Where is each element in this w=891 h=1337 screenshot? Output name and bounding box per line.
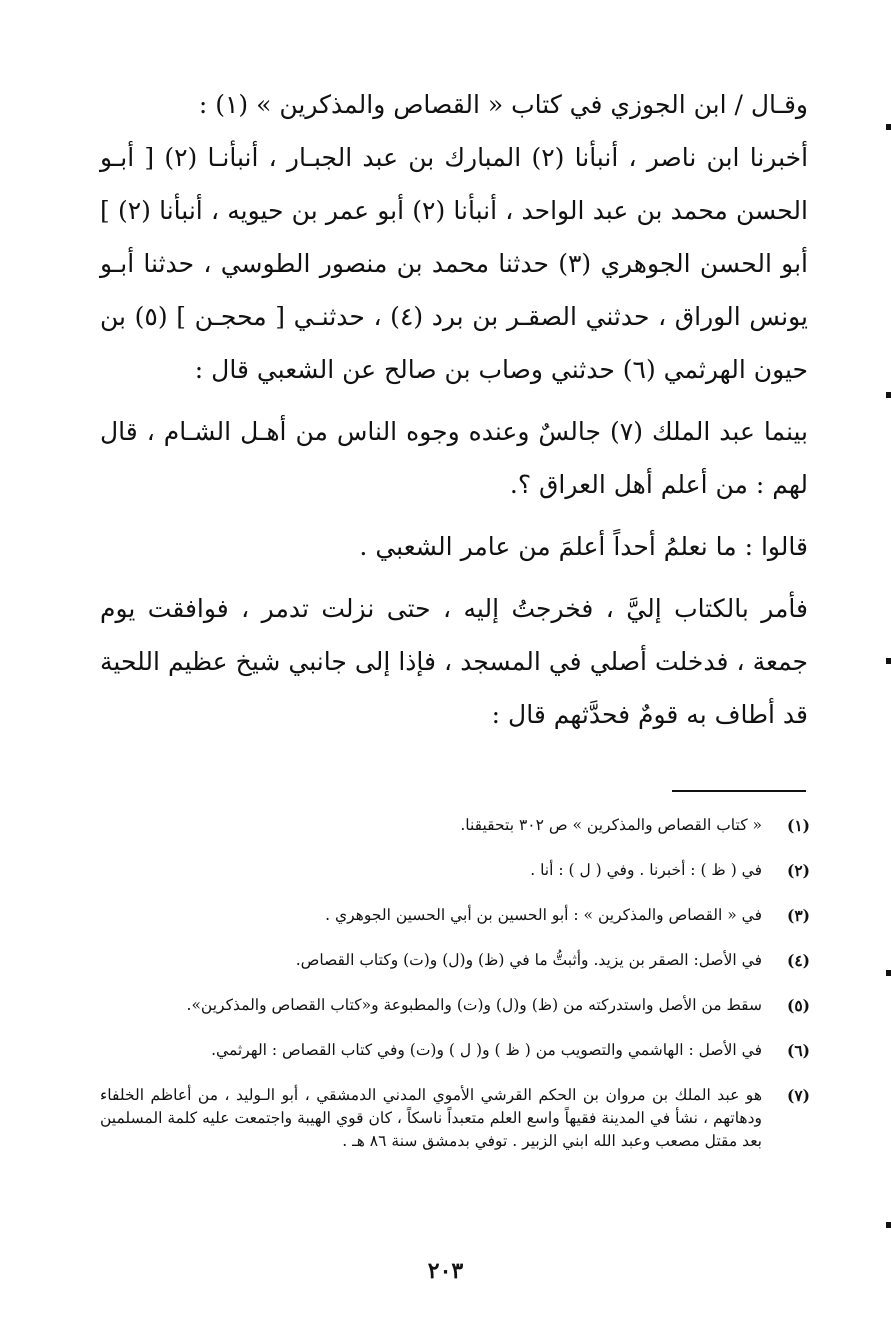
footnote-text: في ( ظ ) : أخبرنا . وفي ( ل ) : أنا . xyxy=(530,861,762,879)
margin-mark xyxy=(886,658,891,664)
footnote-number: (١) xyxy=(786,816,810,835)
footnote xyxy=(100,994,810,1017)
main-text-body xyxy=(100,78,808,741)
text-paragraph: أخبرنا ابن ناصر ، أنبأنا (٢) المبارك بن عبد الجبـار ، أنبأنـا (٢) [ أبـو الحسن محمد بن عبد الواحد ، أنبأنا (٢) أبو عمر بن حيويه ، أنبأنا (٢) ] أبو الحسن الجوهري (٣) حدثنا محمد بن منصور الطوسي ، حدثنا أبـو يونس الوراق ، حدثني الصقـر بن برد (٤) ، حدثنـي [ محجـن ] (٥) بن حيون الهرثمي (٦) حدثني وصاب بن صالح عن الشعبي قال : xyxy=(100,143,809,384)
footnote xyxy=(100,904,810,927)
footnotes-section xyxy=(100,814,810,1175)
footnote xyxy=(100,859,810,882)
footnote-number: (٦) xyxy=(786,1041,810,1060)
footnote-text: هو عبد الملك بن مروان بن الحكم القرشي الأموي المدني الدمشقي ، أبو الـوليد ، من أعاظم الخلفاء ودهاتهم ، نشأ في المدينة فقيهاً واسع العلم متعبداً ناسكاً ، كان قوي الهيبة واجتمعت عليه كلمة المسلمين بعد مقتل مصعب وعبد الله ابني الزبير . توفي بدمشق سنة ٨٦ هـ . xyxy=(100,1086,762,1150)
footnote-number: (٤) xyxy=(786,951,810,970)
footnote xyxy=(100,814,810,837)
margin-mark xyxy=(886,1222,891,1228)
footnote-text: في الأصل: الصقر بن يزيد. وأثبتُّ ما في (ظ) و(ل) و(ت) وكتاب القصاص. xyxy=(295,951,762,969)
footnote-text: في « القصاص والمذكرين » : أبو الحسين بن أبي الحسين الجوهري . xyxy=(325,906,762,924)
footnote-number: (٢) xyxy=(786,861,810,880)
text-paragraph: وقـال / ابن الجوزي في كتاب « القصاص والمذكرين » (١) : xyxy=(198,90,808,119)
text-paragraph: فأمر بالكتاب إليَّ ، فخرجتُ إليه ، حتى نزلت تدمر ، فوافقت يوم جمعة ، فدخلت أصلي في المسجد ، فإذا إلى جانبي شيخ عظيم اللحية قد أطاف به قومٌ فحدَّثهم قال : xyxy=(100,594,808,729)
footnote xyxy=(100,1084,810,1153)
text-paragraph: بينما عبد الملك (٧) جالسٌ وعنده وجوه الناس من أهـل الشـام ، قال لهم : من أعلم أهل العراق ؟. xyxy=(100,417,808,499)
footnote-number: (٣) xyxy=(786,906,810,925)
text-paragraph: قالوا : ما نعلمُ أحداً أعلمَ من عامر الشعبي . xyxy=(359,532,808,561)
footnote xyxy=(100,949,810,972)
footnote-text: « كتاب القصاص والمذكرين » ص ٣٠٢ بتحقيقنا. xyxy=(460,816,762,834)
footnote-text: في الأصل : الهاشمي والتصويب من ( ظ ) و( ل ) و(ت) وفي كتاب القصاص : الهرثمي. xyxy=(211,1041,762,1059)
margin-mark xyxy=(886,124,891,130)
footnote-number: (٧) xyxy=(786,1086,810,1105)
footnote-text: سقط من الأصل واستدركته من (ظ) و(ل) و(ت) والمطبوعة و«كتاب القصاص والمذكرين». xyxy=(186,996,762,1014)
margin-mark xyxy=(886,392,891,398)
page-number: ٢٠٣ xyxy=(427,1258,464,1284)
margin-mark xyxy=(886,970,891,976)
footnote xyxy=(100,1039,810,1062)
footnote-number: (٥) xyxy=(786,996,810,1015)
footnote-separator xyxy=(672,790,806,792)
